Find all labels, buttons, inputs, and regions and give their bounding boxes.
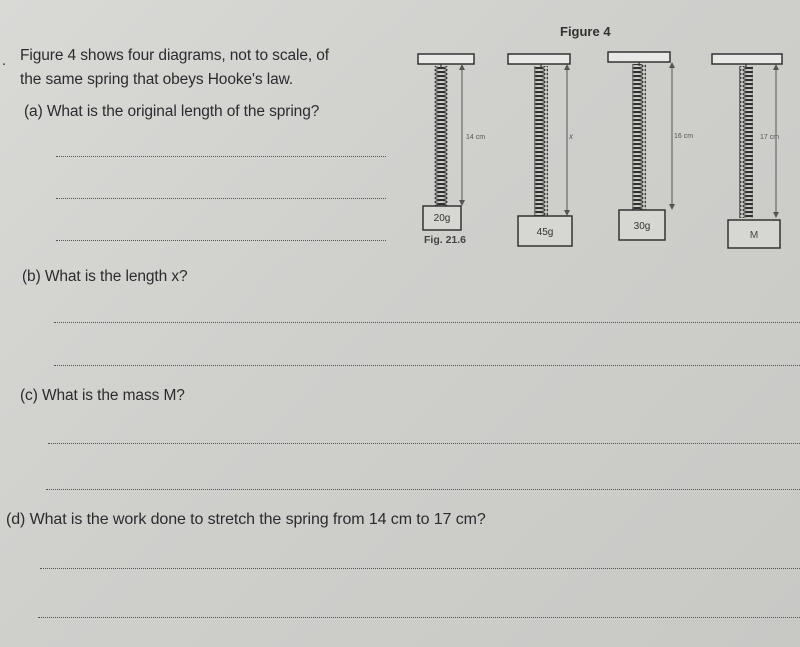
length-label-3: 16 cm [674, 133, 694, 140]
mass-label-1: 20g [433, 213, 451, 224]
spring-coil-2 [534, 66, 548, 216]
spring-assembly-3 [608, 52, 693, 240]
spring-coil-1 [434, 66, 448, 206]
part-d-question: (d) What is the work done to stretch the spring from 14 cm to 17 cm? [6, 511, 486, 528]
ceiling-support-3 [608, 52, 670, 62]
figure-title: Figure 4 [560, 24, 611, 39]
spring-assembly-1 [418, 54, 485, 230]
spring-coil-4 [739, 66, 753, 218]
ceiling-support-1 [418, 54, 474, 64]
length-label-1: 14 cm [466, 134, 486, 141]
figure-caption: Fig. 21.6 [424, 234, 467, 246]
mass-label-4: M [749, 230, 759, 241]
question-number: . [2, 52, 7, 69]
spring-assembly-4 [712, 54, 782, 248]
spring-coil-3 [632, 64, 646, 210]
part-a-question: (a) What is the original length of the spring? [24, 103, 320, 120]
part-c-question: (c) What is the mass M? [20, 387, 185, 404]
question-intro-line1: Figure 4 shows four diagrams, not to scale, of [20, 47, 329, 64]
mass-label-2: 45g [536, 227, 554, 238]
part-b-question: (b) What is the length x? [22, 268, 188, 285]
mass-label-3: 30g [633, 221, 651, 232]
question-intro-line2: the same spring that obeys Hooke's law. [20, 71, 294, 88]
ceiling-support-4 [712, 54, 782, 64]
ceiling-support-2 [508, 54, 570, 64]
length-label-4: 17 cm [760, 134, 780, 141]
length-label-2: x [569, 132, 573, 141]
spring-assembly-2 [508, 54, 574, 246]
